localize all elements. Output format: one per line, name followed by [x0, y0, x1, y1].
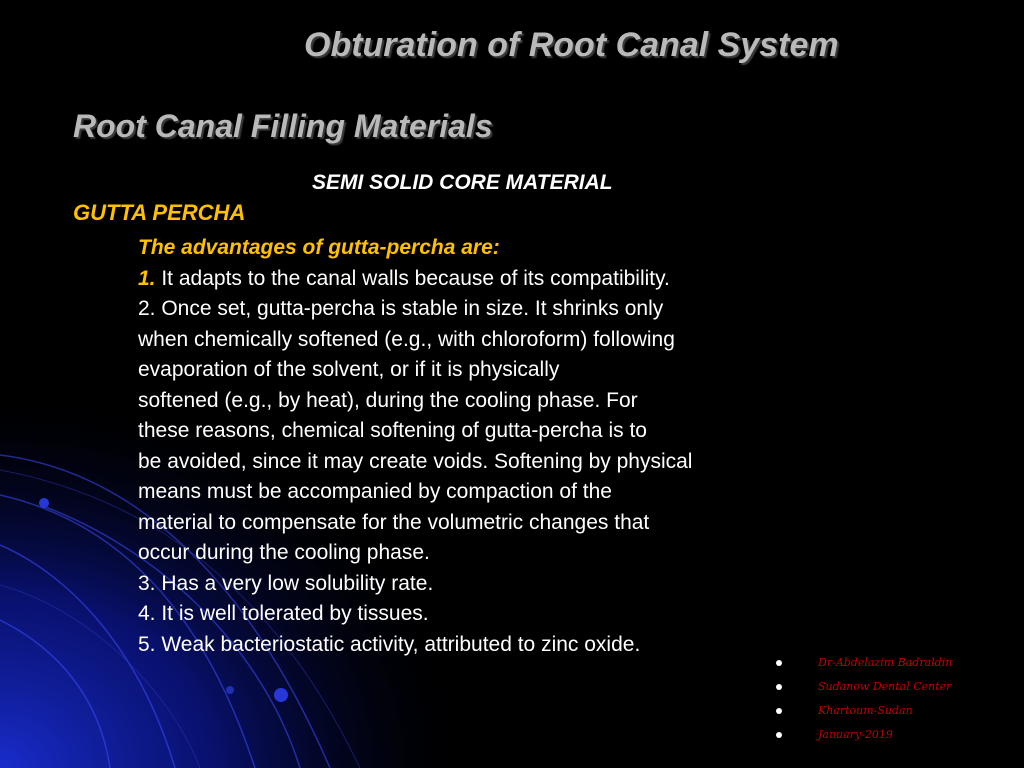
bullet-icon: [776, 732, 782, 738]
advantages-list: [138, 233, 838, 660]
topic-heading: GUTTA PERCHA: [73, 200, 246, 225]
author-credits: [776, 651, 952, 747]
credit-item: [776, 651, 952, 675]
advantage-line: 4. It is well tolerated by tissues.: [138, 602, 429, 625]
credit-author: Dr-Abdelazim Badraldin: [818, 656, 953, 669]
credit-date: January-2019: [818, 728, 893, 741]
bullet-icon: [776, 684, 782, 690]
advantage-number: 1.: [138, 266, 156, 290]
credit-item: [776, 675, 952, 699]
advantage-text: It adapts to the canal walls because of its compatibility.: [155, 266, 670, 290]
bullet-icon: [776, 708, 782, 714]
slide-title: Obturation of Root Canal System: [304, 26, 839, 64]
advantage-line: means must be accompanied by compaction of the: [138, 480, 612, 503]
advantage-line: when chemically softened (e.g., with chloroform) following: [138, 327, 675, 351]
advantage-line: material to compensate for the volumetric changes that: [138, 510, 650, 534]
section-label: SEMI SOLID CORE MATERIAL: [312, 171, 613, 194]
advantages-intro: The advantages of gutta-percha are:: [138, 236, 500, 259]
advantage-line: 2. Once set, gutta-percha is stable in size. It shrinks only: [138, 297, 664, 320]
advantage-line: softened (e.g., by heat), during the cooling phase. For: [138, 388, 638, 412]
advantage-line: 5. Weak bacteriostatic activity, attributed to zinc oxide.: [138, 632, 641, 656]
advantage-line: be avoided, since it may create voids. Softening by physical: [138, 449, 693, 473]
credit-item: [776, 723, 952, 747]
advantage-line: occur during the cooling phase.: [138, 541, 430, 564]
slide-subtitle: Root Canal Filling Materials: [73, 108, 493, 144]
advantage-line: [138, 264, 838, 295]
bullet-icon: [776, 660, 782, 666]
advantage-line: these reasons, chemical softening of gutta-percha is to: [138, 419, 647, 442]
advantage-line: 3. Has a very low solubility rate.: [138, 571, 434, 595]
credit-location: Khartoum-Sudan: [818, 704, 913, 717]
advantage-line: evaporation of the solvent, or if it is physically: [138, 358, 560, 381]
credit-center: Sudanow Dental Center: [818, 680, 952, 693]
credit-item: [776, 699, 952, 723]
